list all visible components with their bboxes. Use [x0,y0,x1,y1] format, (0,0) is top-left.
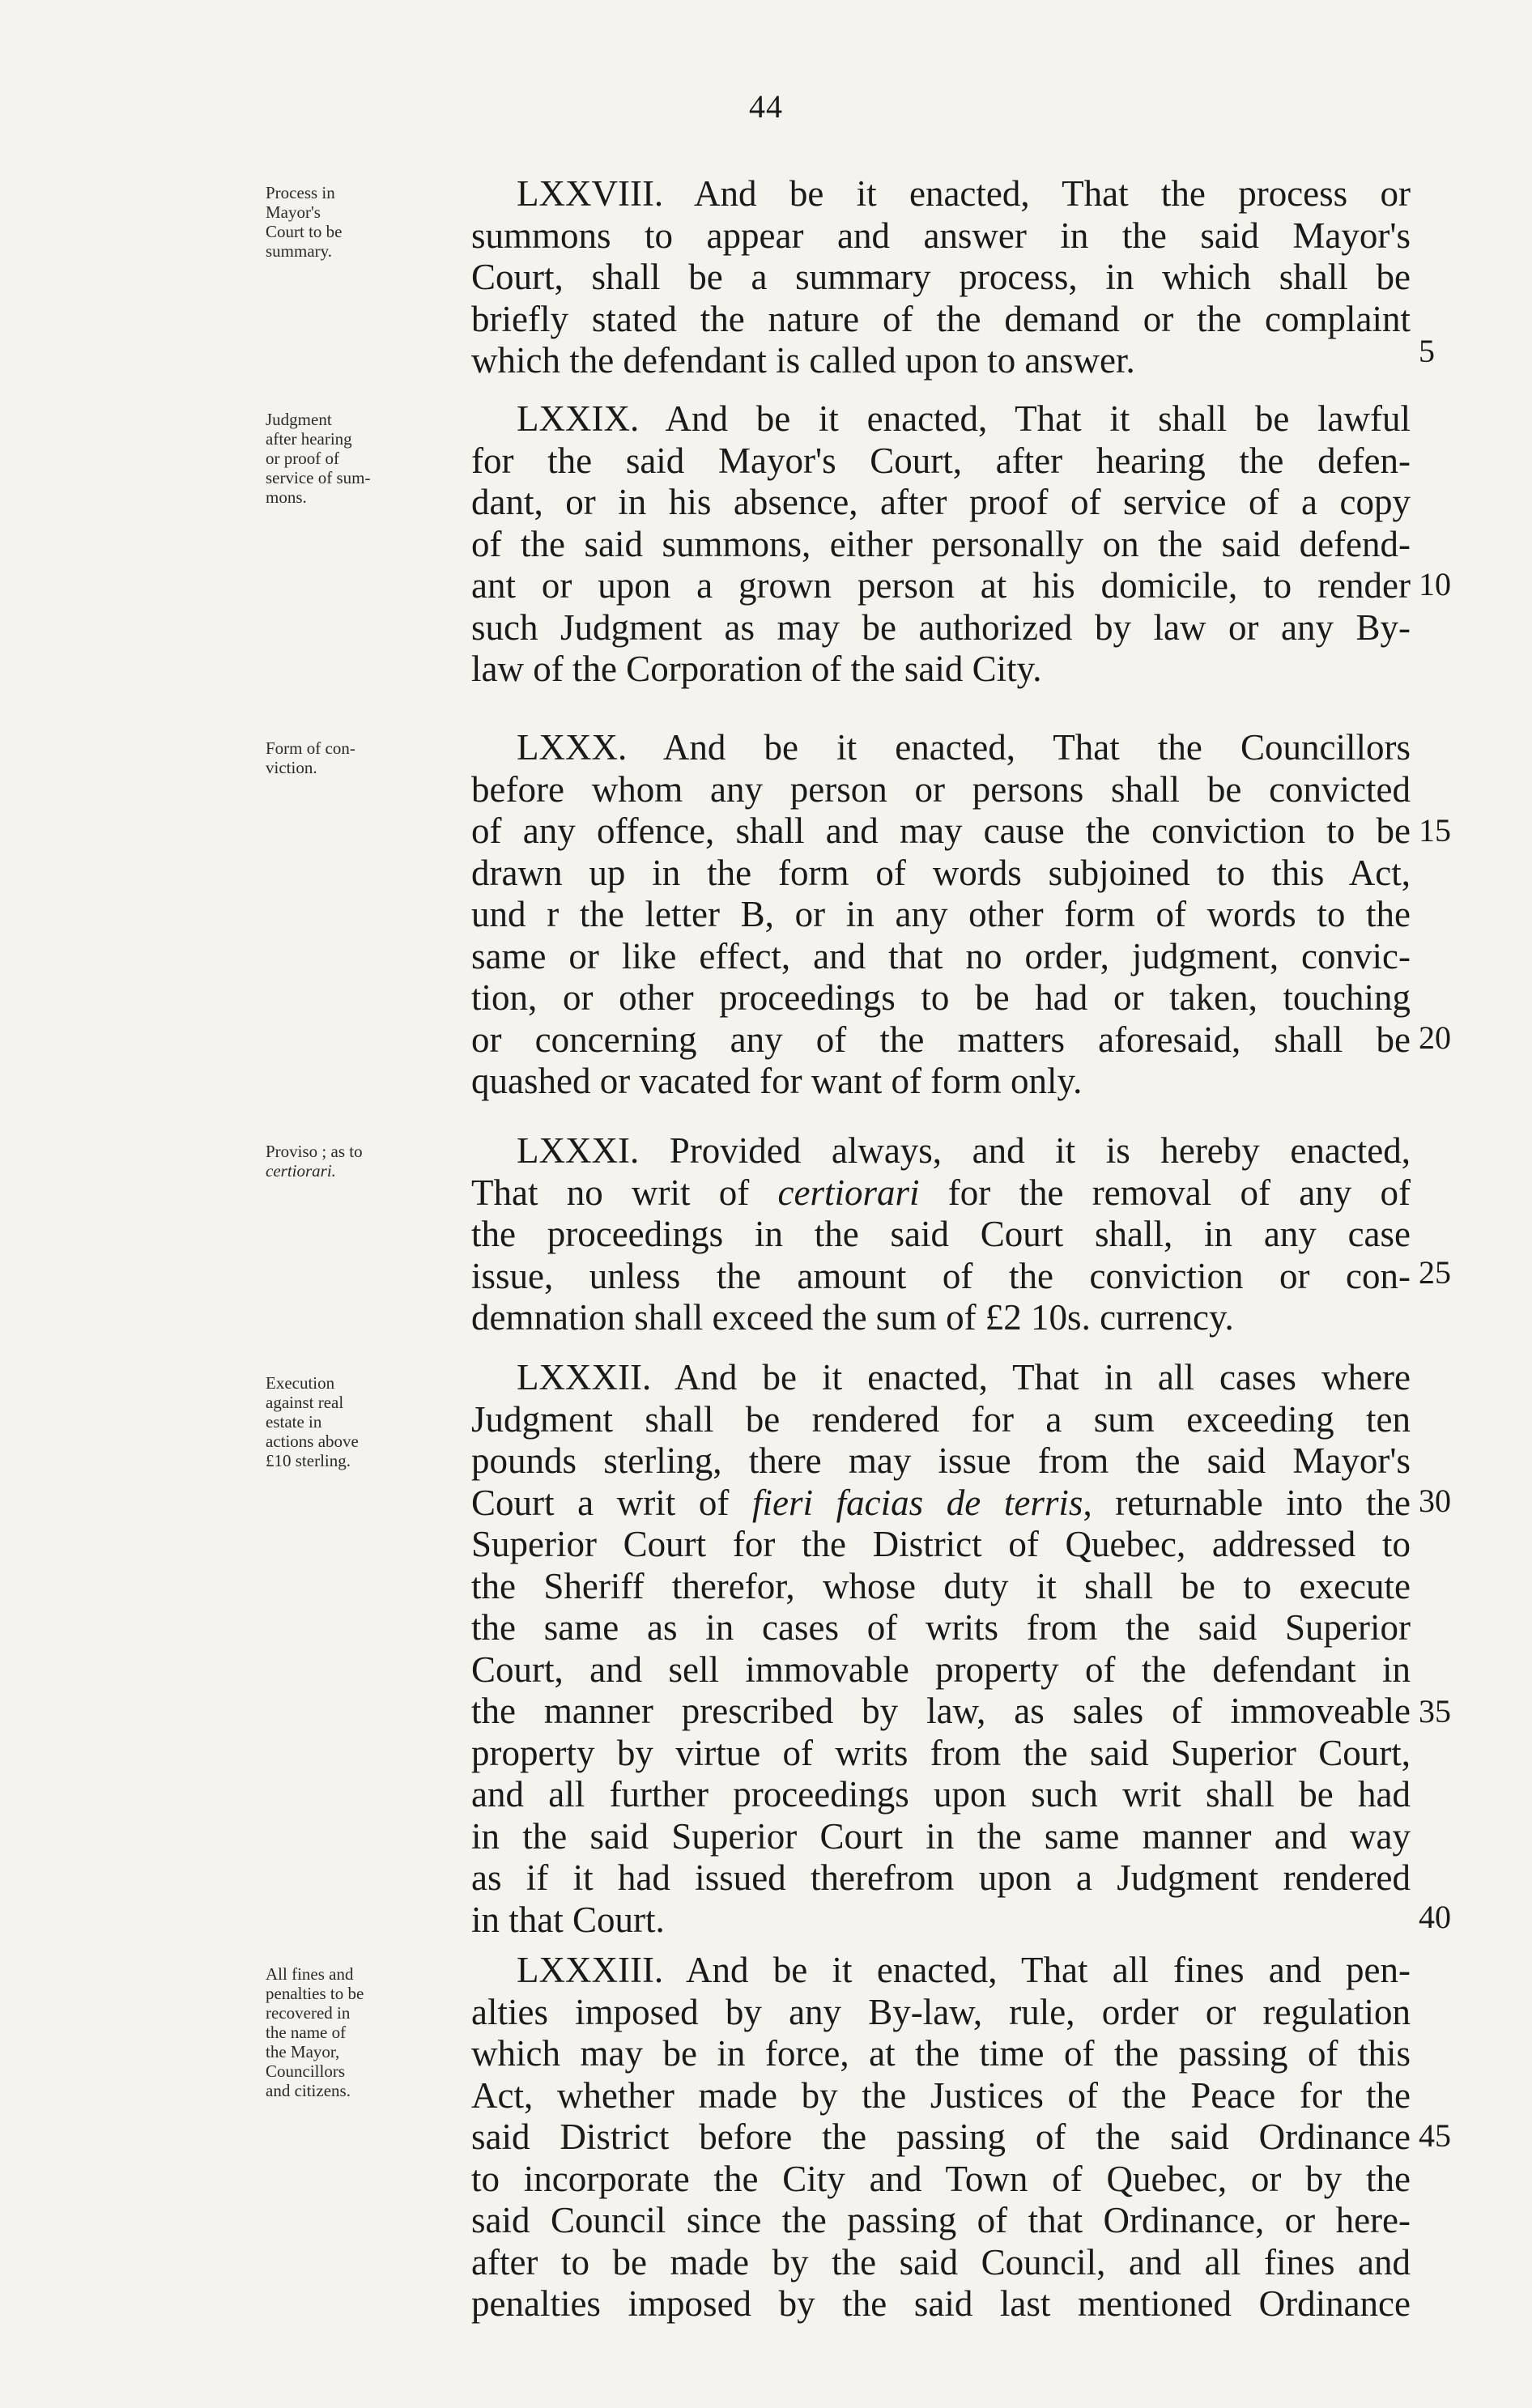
section-text [471,398,1411,691]
margin-note-line: Judgment [266,410,332,429]
margin-note-italic: certiorari. [266,1161,336,1181]
text-line: pounds sterling, there may issue from the said Mayor's [471,1440,1411,1481]
margin-note-line: All fines and [266,1964,354,1984]
margin-note-line: Councillors [266,2061,345,2081]
text-line: tion, or other proceedings to be had or taken, touching [471,977,1411,1018]
margin-note-line: actions above [266,1432,359,1451]
text-line: same or like effect, and that no order, judgment, convic- [471,935,1411,976]
section-text [471,1357,1411,1941]
text-line: of the said summons, either personally on the said defend- [471,523,1411,564]
margin-note-line: or proof of [266,449,339,468]
margin-note-line: £10 sterling. [266,1451,351,1470]
margin-note [266,183,460,261]
margin-note-line: Proviso ; as to [266,1142,363,1161]
italic-term: fieri facias de terris [752,1482,1083,1523]
text-line: of any offence, shall and may cause the conviction to be [471,810,1411,851]
margin-note-line: penalties to be [266,1984,364,2003]
text-line: as if it had issued therefrom upon a Judgment rendered [471,1857,1411,1898]
text-line: LXXXII. And be it enacted, That in all cases where [517,1357,1411,1398]
margin-note [266,1142,460,1181]
section-text [471,727,1411,1103]
section-text [471,1950,1411,2325]
text-line: alties imposed by any By-law, rule, order or regulation [471,1991,1411,2032]
line-number-10: 10 [1419,566,1451,602]
text-line: und r the letter B, or in any other form of words to the [471,894,1411,934]
text-line: for the said Mayor's Court, after hearing the defen- [471,440,1411,481]
text-line: LXXIX. And be it enacted, That it shall be lawful [517,398,1411,439]
text-line: such Judgment as may be authorized by law or any By- [471,606,1411,648]
line-number-15: 15 [1419,812,1451,849]
margin-note-line: recovered in [266,2003,351,2023]
text-line: the manner prescribed by law, as sales of immoveable [471,1691,1411,1731]
margin-note-line: Mayor's [266,202,321,222]
text-line: That no writ of certiorari for the removal of any of [471,1172,1411,1213]
margin-note-line: summary. [266,241,333,261]
text-line: the Sheriff therefor, whose duty it shall be to execute [471,1565,1411,1606]
margin-note-line: service of sum- [266,468,371,487]
text-line: summons to appear and answer in the said Mayor's [471,215,1411,256]
margin-note-line: Execution [266,1373,335,1393]
margin-note-line: the name of [266,2023,347,2042]
line-number-45: 45 [1419,2117,1451,2154]
text-line: Superior Court for the District of Quebec, addressed to [471,1524,1411,1564]
margin-note [266,738,460,777]
text-line: the proceedings in the said Court shall, in any case [471,1214,1411,1254]
margin-note [266,1964,460,2100]
text-line: LXXVIII. And be it enacted, That the process or [517,173,1411,214]
margin-note-line: and citizens. [266,2081,351,2100]
text-line: issue, unless the amount of the conviction or con- [471,1255,1411,1296]
text-line: property by virtue of writs from the said Superior Court, [471,1732,1411,1773]
line-number-30: 30 [1419,1483,1451,1519]
text-line: penalties imposed by the said last mentioned Ordinance [471,2283,1411,2324]
section-text [471,1130,1411,1339]
margin-note-line: Court to be [266,222,343,241]
text-line: dant, or in his absence, after proof of service of a copy [471,482,1411,522]
italic-term: certiorari [777,1172,920,1213]
text-line: in the said Superior Court in the same manner and way [471,1815,1411,1857]
text-line: demnation shall exceed the sum of £2 10s. currency. [471,1297,1234,1338]
text-line: ant or upon a grown person at his domicile, to render [471,565,1411,606]
page-number: 44 [749,88,783,125]
line-number-20: 20 [1419,1019,1451,1056]
margin-note [266,410,460,507]
text-line: law of the Corporation of the said City. [471,649,1042,689]
text-line: which may be in force, at the time of the passing of this [471,2033,1411,2074]
text-line: quashed or vacated for want of form only. [471,1061,1083,1101]
text-line: LXXXI. Provided always, and it is hereby enacted, [517,1130,1411,1171]
text-line: Act, whether made by the Justices of the Peace for the [471,2074,1411,2116]
text-line: drawn up in the form of words subjoined to this Act, [471,852,1411,893]
margin-note-line [266,1161,460,1181]
line-number-5: 5 [1419,333,1435,369]
text-line: LXXXIII. And be it enacted, That all fines and pen- [517,1950,1411,1990]
text-line: or concerning any of the matters aforesaid, shall be [471,1019,1411,1060]
text-line: to incorporate the City and Town of Quebec, or by the [471,2158,1411,2199]
margin-note-line: Form of con- [266,738,355,758]
margin-note-line: against real [266,1393,344,1412]
margin-note-line: after hearing [266,429,352,449]
text-line: the same as in cases of writs from the said Superior [471,1607,1411,1648]
margin-note-line: estate in [266,1412,322,1432]
text-line: LXXX. And be it enacted, That the Councillors [517,727,1411,768]
text-line: said Council since the passing of that Ordinance, or here- [471,2200,1411,2240]
text-line: after to be made by the said Council, and all fines and [471,2241,1411,2282]
line-number-25: 25 [1419,1254,1451,1291]
text-line: Court, shall be a summary process, in which shall be [471,257,1411,297]
margin-note [266,1373,460,1470]
text-line: in that Court. [471,1899,665,1940]
text-line: which the defendant is called upon to answer. [471,340,1135,381]
margin-note-line: mons. [266,487,307,507]
margin-note-line: Process in [266,183,335,202]
margin-note-line: the Mayor, [266,2042,340,2061]
line-number-35: 35 [1419,1693,1451,1729]
text-line: and all further proceedings upon such writ shall be had [471,1774,1411,1815]
text-line: said District before the passing of the said Ordinance [471,2117,1411,2157]
text-line: before whom any person or persons shall be convicted [471,768,1411,810]
section-text [471,173,1411,382]
margin-note-line: viction. [266,758,317,777]
line-number-40: 40 [1419,1899,1451,1935]
text-line: briefly stated the nature of the demand or the complaint [471,298,1411,339]
text-line: Court, and sell immovable property of the defendant in [471,1649,1411,1690]
text-line: Court a writ of fieri facias de terris, returnable into the [471,1482,1411,1523]
text-line: Judgment shall be rendered for a sum exceeding ten [471,1398,1411,1440]
